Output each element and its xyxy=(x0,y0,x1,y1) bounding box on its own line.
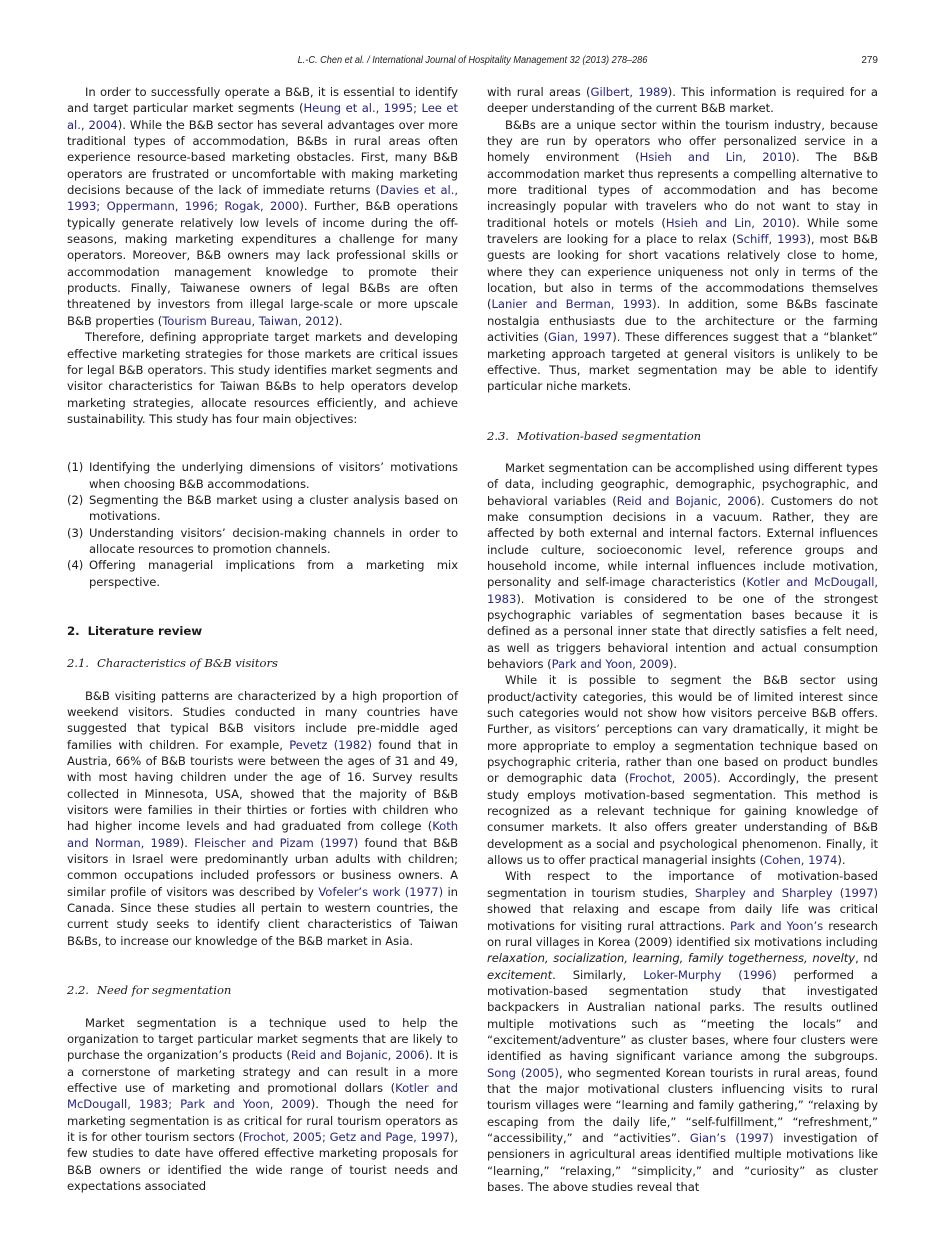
objective-text: Segmenting the B&B market using a cluster analysis based on motivations. xyxy=(89,492,458,524)
text: ), most B&B guests are looking for short vacations relatively close to home, where they can experience uniqueness not only in terms of the location, but also in terms of the accommodations themselves ( xyxy=(487,232,879,312)
subsection-number: 2.1. xyxy=(67,656,89,671)
journal-citation: L.-C. Chen et al. / International Journal of Hospitality Management 32 (2013) 278–286 xyxy=(297,55,648,66)
subsection-number: 2.3. xyxy=(487,428,509,443)
text: Market segmentation is a technique used to help the organization to target particular market segments that are likely to purchase the organization’s products ( xyxy=(67,1015,458,1063)
subsection-heading xyxy=(487,428,878,444)
text: , who segmented Korean tourists in rural areas, found that the major motivational clusters influencing visits to rural tourism villages were “learning and family gathering,” “relaxing by escaping from the daily life,” “self-fulfillment,” “refreshment,” “accessibility,” and “activities”. xyxy=(487,1065,878,1145)
objective-item xyxy=(67,459,458,492)
section-number: 2. xyxy=(67,623,80,638)
subsection-title: Need for segmentation xyxy=(96,983,232,998)
paragraph-need-segmentation xyxy=(67,1015,458,1195)
paragraph-objectives-intro: Therefore, defining appropriate target markets and developing effective marketing strategies for those markets are critical issues for legal B&B operators. This study identifies market segments and visitor characteristics for Taiwan B&Bs to help operators develop marketing strategies, allocate resources efficiently, and achieve sustainability. This study has four main objectives: xyxy=(67,330,458,426)
citation-link[interactable]: Pevetz (1982) xyxy=(289,737,372,752)
text: ). While some travelers are looking for a place to relax ( xyxy=(487,215,878,247)
citation-link[interactable]: Tourism Bureau, Taiwan, 2012 xyxy=(162,313,335,328)
objective-text: Understanding visitors’ decision-making channels in order to allocate resources to promotion channels. xyxy=(89,525,458,556)
text: ). It is a cornerstone of marketing strategy and can result in a more effective use of marketing and promotional dollars ( xyxy=(67,1048,458,1095)
citation-link[interactable]: Koth and Norman, 1989 xyxy=(67,819,458,850)
citation-link[interactable]: Hsieh and Lin, 2010 xyxy=(665,215,792,230)
text: ). Customers do not make consumption decisions in a vacuum. Rather, they are affected by both external and internal factors. External influences include culture, socioeconomic level, reference groups and household income, while internal influences include motivation, personality and self-image characteristics ( xyxy=(487,493,878,590)
text: ). While the B&B sector has several advantages over more traditional types of accommodation, B&Bs in rural areas often experience resource-based marketing obstacles. First, many B&B operators are frustrated or uncomfortable with making marketing decisions because of the lack of immediate returns ( xyxy=(67,117,458,198)
paragraph-intro xyxy=(67,84,458,329)
subsection-heading xyxy=(67,982,458,998)
citation-link[interactable]: Gian’s (1997) xyxy=(689,1130,774,1145)
emphasis: excitement xyxy=(487,967,553,982)
text: found that B&B visitors in Israel were predominantly urban adults with children; common occupations included professors or business owners. A similar profile of visitors was described by xyxy=(67,835,458,899)
objective-text: Identifying the underlying dimensions of visitors’ motivations when choosing B&B accommodations. xyxy=(89,460,458,491)
text: ). xyxy=(334,313,343,328)
text: showed that relaxing and escape from daily life was critical motivations for visiting rural attractions. xyxy=(487,902,878,933)
paragraph-product-categories xyxy=(487,672,878,868)
citation-link[interactable]: Davies et al., 1993; Oppermann, 1996; Rogak, 2000 xyxy=(67,183,458,214)
citation-link[interactable]: Gian, 1997 xyxy=(548,330,613,345)
text: investigation of pensioners in agricultural areas identified multiple motivations like “learning,” “relaxing,” “simplicity,” and “curiosity” as cluster bases. The above studies reveal that xyxy=(487,1130,878,1194)
text: . Similarly, xyxy=(552,967,644,982)
objective-item xyxy=(67,525,458,558)
citation-link[interactable]: Vofeler’s work (1977) xyxy=(318,884,444,899)
citation-link[interactable]: Heung et al., 1995; Lee et al., 2004 xyxy=(67,101,458,132)
text: ). In addition, some B&Bs fascinate nostalgia enthusiasts due to the architecture or the farming activities ( xyxy=(487,297,879,345)
text: , nd xyxy=(855,951,878,966)
subsection-title: Characteristics of B&B visitors xyxy=(96,656,278,671)
citation-link[interactable]: Park and Yoon’s xyxy=(730,918,824,933)
left-column xyxy=(67,84,458,1194)
paragraph-motivation-studies xyxy=(487,868,878,1195)
text: In order to successfully operate a B&B, it is essential to identify and target particular market segments ( xyxy=(67,85,458,116)
text: ). xyxy=(179,835,195,850)
paragraph-continued xyxy=(487,84,878,117)
text: found that in Austria, 66% of B&B tourists were between the ages of 31 and 49, with most having children under the age of 16. Survey results collected in Minnesota, USA, showed that the majority of B&B visitors were families in their thirties or forties with children who had higher income levels and had graduated from college ( xyxy=(67,737,458,834)
paragraph-bnb-sector xyxy=(487,117,878,395)
citation-link[interactable]: Loker-Murphy (1996) xyxy=(643,967,777,982)
citation-link[interactable]: Song (2005) xyxy=(487,1065,559,1080)
text: in Canada. Since these studies all pertain to western countries, the current study seeks to identify client characteristics of Taiwan B&Bs, to increase our knowledge of the B&B market in Asia. xyxy=(67,884,458,948)
text: ). These differences suggest that a “blanket” marketing approach targeted at general visitors is unlikely to be effective. Thus, market segmentation may be able to identify particular niche markets. xyxy=(487,330,878,394)
text: ). xyxy=(668,657,677,671)
text: With respect to the importance of motivation-based segmentation in tourism studies, xyxy=(487,869,878,900)
citation-link[interactable]: Gilbert, 1989 xyxy=(590,85,668,99)
citation-link[interactable]: Kotler and McDougall, 1983; Park and Yoon, 2009 xyxy=(67,1080,458,1112)
citation-link[interactable]: Cohen, 1974 xyxy=(764,853,838,868)
text: ). Though the need for marketing segmentation is as critical for rural tourism operators as it is for other tourism sectors ( xyxy=(67,1097,458,1144)
right-column xyxy=(487,84,878,1195)
text: research on rural villages in Korea (2009) identified six motivations including xyxy=(487,918,878,949)
text: ). Accordingly, the present study employs motivation-based segmentation. This method is recognized as a relevant technique for gaining knowledge of consumer markets. It also offers greater understanding of B&B development as a social and psychological phenomenon. Finally, it allows us to offer practical managerial insights ( xyxy=(487,771,878,868)
text: ). Motivation is considered to be one of the strongest psychographic variables of segmentation bases because it is defined as a personal inner state that directly satisfies a felt need, as well as triggers behavioral intention and actual consumption behaviors ( xyxy=(487,591,878,671)
text: ). Further, B&B operations typically generate relatively low levels of income during the off-seasons, making marketing expenditures a challenge for many operators. Moreover, B&B owners may lack professional skills or accommodation management knowledge to promote their products. Finally, Taiwanese owners of legal B&Bs are often threatened by investors from illegal large-scale or more upscale B&B properties ( xyxy=(67,199,458,328)
citation-link[interactable]: Schiff, 1993 xyxy=(736,232,807,247)
citation-link[interactable]: Fleischer and Pizam (1997) xyxy=(194,835,359,850)
objective-item xyxy=(67,557,458,590)
text: performed a motivation-based segmentation study that investigated backpackers in Australian national parks. The results outlined multiple motivations such as “meeting the locals” and “excitement/adventure” as cluster bases, where four clusters were identified as having significant variance among the subgroups. xyxy=(487,967,878,1064)
emphasis: relaxation, socialization, learning, family togetherness, novelty xyxy=(487,951,856,966)
subsection-title: Motivation-based segmentation xyxy=(516,428,702,443)
objective-number: (3) xyxy=(67,525,84,540)
text: ). xyxy=(837,853,846,868)
objectives-list xyxy=(67,459,458,590)
citation-link[interactable]: Frochot, 2005; Getz and Page, 1997 xyxy=(242,1129,450,1144)
objective-text: Offering managerial implications from a marketing mix perspective. xyxy=(89,558,458,589)
citation-link[interactable]: Lanier and Berman, 1993 xyxy=(491,297,653,312)
text: B&B visiting patterns are characterized by a high proportion of weekend visitors. Studies conducted in many countries have suggested that typical B&B visitors include pre-middle aged families with children. For example, xyxy=(67,688,458,752)
subsection-heading xyxy=(67,655,458,671)
citation-link[interactable]: Hsieh and Lin, 2010 xyxy=(639,150,792,165)
paragraph-segmentation-data xyxy=(487,460,878,672)
text: While it is possible to segment the B&B sector using product/activity categories, this would be of limited interest since such categories would not show how visitors perceive B&B offers. Further, as visitors’ perceptions can vary dramatically, it might be more appropriate to employ a segmentation technique based on psychographic criteria, rather than one based on product bundles or demographic data ( xyxy=(487,673,878,786)
text: ), few studies to date have offered effective marketing proposals for B&B owners or identified the wide range of tourist needs and expectations associated xyxy=(67,1129,458,1193)
text: ). The B&B accommodation market thus represents a compelling alternative to more traditional types of accommodation and has become increasingly popular with travelers who do not want to stay in traditional hotels or motels ( xyxy=(487,150,878,230)
citation-link[interactable]: Frochot, 2005 xyxy=(629,771,713,786)
page-number: 279 xyxy=(861,55,878,66)
paragraph-visitor-characteristics xyxy=(67,688,458,950)
subsection-number: 2.2. xyxy=(67,983,89,998)
objective-item xyxy=(67,492,458,525)
citation-link[interactable]: Reid and Bojanic, 2006 xyxy=(616,493,757,508)
text: B&Bs are a unique sector within the tourism industry, because they are run by operators who offer personalized service in a homely environment ( xyxy=(487,117,878,165)
citation-link[interactable]: Park and Yoon, 2009 xyxy=(551,657,669,671)
running-header xyxy=(67,55,878,71)
text: Market segmentation can be accomplished using different types of data, including geographic, demographic, psychographic, and behavioral variables ( xyxy=(487,460,878,508)
citation-link[interactable]: Reid and Bojanic, 2006 xyxy=(290,1048,425,1063)
objective-number: (4) xyxy=(67,558,84,573)
text: with rural areas ( xyxy=(487,85,591,99)
text: ). This information is required for a deeper understanding of the current B&B market. xyxy=(487,85,878,116)
objective-number: (1) xyxy=(67,460,84,475)
objective-number: (2) xyxy=(67,492,84,507)
section-title: Literature review xyxy=(87,623,203,638)
citation-link[interactable]: Kotler and McDougall, 1983 xyxy=(487,575,878,606)
citation-link[interactable]: Sharpley and Sharpley (1997) xyxy=(694,885,878,900)
section-heading xyxy=(67,623,458,639)
